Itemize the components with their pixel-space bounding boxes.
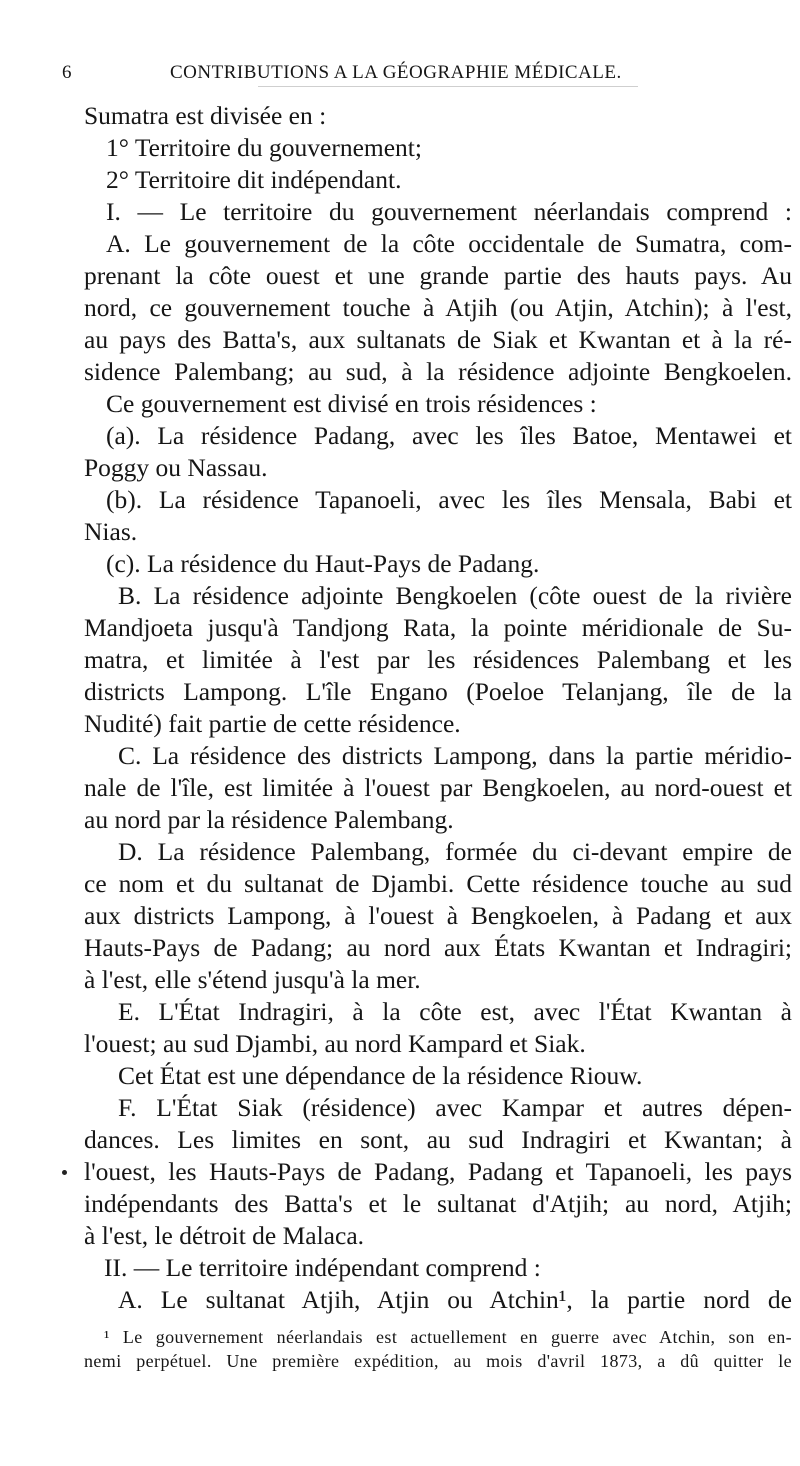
- text-line: indépendants des Batta's et le sultanat d'Atjih; au nord, Atjih;: [84, 1189, 792, 1218]
- text-line: dances. Les limites en sont, au sud Indragiri et Kwantan; à: [84, 1125, 792, 1154]
- text-line: au nord par la résidence Palembang.: [84, 805, 454, 834]
- footnote-line: nemi perpétuel. Une première expédition, au mois d'avril 1873, a dû quitter le: [84, 1351, 792, 1371]
- text-line: (a). La résidence Padang, avec les îles Batoe, Mentawei et: [106, 421, 792, 450]
- text-line: l'ouest, les Hauts-Pays de Padang, Padang et Tapanoeli, les pays: [84, 1157, 792, 1186]
- text-line: aux districts Lampong, à l'ouest à Bengkoelen, à Padang et aux: [84, 901, 792, 930]
- page-number: 6: [62, 62, 72, 83]
- text-line: districts Lampong. L'île Engano (Poeloe Telanjang, île de la: [84, 677, 792, 706]
- text-line: Nudité) fait partie de cette résidence.: [84, 709, 461, 738]
- text-line: 2° Territoire dit indépendant.: [106, 165, 402, 194]
- text-line: Cet État est une dépendance de la résidence Riouw.: [118, 1061, 643, 1090]
- text-line: à l'est, le détroit de Malaca.: [84, 1221, 365, 1250]
- text-line: A. Le gouvernement de la côte occidentale de Sumatra, com-: [106, 229, 792, 258]
- text-line: matra, et limitée à l'est par les résidences Palembang et les: [84, 645, 792, 674]
- text-line: ce nom et du sultanat de Djambi. Cette résidence touche au sud: [84, 869, 792, 898]
- text-line: E. L'État Indragiri, à la côte est, avec l'État Kwantan à: [118, 997, 792, 1026]
- text-line: D. La résidence Palembang, formée du ci-devant empire de: [118, 837, 792, 866]
- text-line: Ce gouvernement est divisé en trois résidences :: [106, 389, 597, 418]
- running-title: CONTRIBUTIONS A LA GÉOGRAPHIE MÉDICALE.: [170, 62, 622, 83]
- text-line: (b). La résidence Tapanoeli, avec les îles Mensala, Babi et: [106, 485, 792, 514]
- text-line: I. — Le territoire du gouvernement néerlandais comprend :: [106, 197, 792, 226]
- text-line: à l'est, elle s'étend jusqu'à la mer.: [84, 965, 421, 994]
- page-header: [62, 62, 786, 92]
- text-line: A. Le sultanat Atjih, Atjin ou Atchin¹, la partie nord de: [118, 1285, 792, 1314]
- text-line: II. — Le territoire indépendant comprend :: [104, 1253, 541, 1282]
- text-line: prenant la côte ouest et une grande partie des hauts pays. Au: [84, 261, 792, 290]
- text-line: C. La résidence des districts Lampong, dans la partie méridio-: [118, 741, 792, 770]
- text-line: nord, ce gouvernement touche à Atjih (ou Atjin, Atchin); à l'est,: [84, 293, 792, 322]
- footnote-line: ¹ Le gouvernement néerlandais est actuellement en guerre avec Atchin, son en-: [104, 1327, 792, 1347]
- margin-dot: [62, 1170, 67, 1175]
- text-line: sidence Palembang; au sud, à la résidence adjointe Bengkoelen.: [84, 357, 792, 386]
- text-line: l'ouest; au sud Djambi, au nord Kampard et Siak.: [84, 1029, 586, 1058]
- text-line: Sumatra est divisée en :: [84, 101, 327, 130]
- text-line: Poggy ou Nassau.: [84, 453, 268, 482]
- header-rule: [258, 86, 638, 87]
- text-line: B. La résidence adjointe Bengkoelen (côte ouest de la rivière: [118, 581, 792, 610]
- text-line: 1° Territoire du gouvernement;: [106, 133, 422, 162]
- text-line: F. L'État Siak (résidence) avec Kampar et autres dépen-: [118, 1093, 792, 1122]
- text-line: Hauts-Pays de Padang; au nord aux États Kwantan et Indragiri;: [84, 933, 792, 962]
- text-line: nale de l'île, est limitée à l'ouest par Bengkoelen, au nord-ouest et: [84, 773, 792, 802]
- text-line: Nias.: [84, 517, 138, 546]
- text-line: Mandjoeta jusqu'à Tandjong Rata, la pointe méridionale de Su-: [84, 613, 792, 642]
- text-line: (c). La résidence du Haut-Pays de Padang.: [106, 549, 540, 578]
- text-line: au pays des Batta's, aux sultanats de Siak et Kwantan et à la ré-: [84, 325, 792, 354]
